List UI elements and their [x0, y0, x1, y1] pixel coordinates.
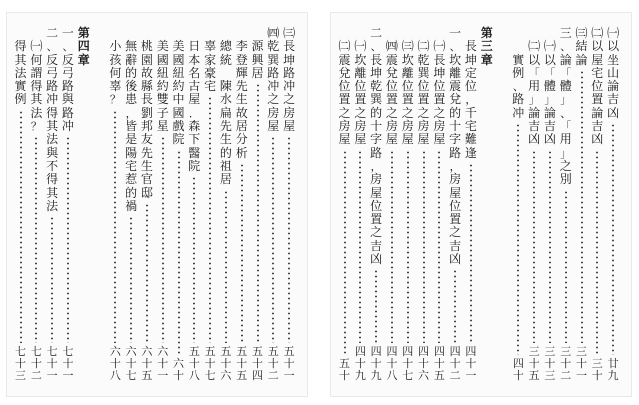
toc-entry [44, 27, 60, 382]
toc-entry [510, 27, 526, 382]
toc-entry [400, 27, 416, 382]
leader-dots [517, 123, 519, 355]
toc-entry-text: 二 、 長 坤 乾 巽 的 十 字 路 ， 房 屋 位 置 之 吉 凶 [370, 26, 383, 267]
toc-entry [447, 27, 463, 382]
page-number: 七 十 一 [62, 345, 74, 382]
leader-dots [209, 96, 211, 343]
toc-entry-text: 日 本 名 古 屋 ． 森 下 醫 院 [188, 39, 201, 173]
toc-entry-text: ㈡ 震 兌 位 置 之 房 屋 [338, 39, 351, 147]
toc-entry-text: 美 國 紐 約 中 國 戲 院 [172, 39, 185, 147]
leader-dots [130, 216, 132, 343]
chapter-title-text: 第 四 章 [77, 26, 90, 67]
toc-entry [384, 27, 400, 382]
column-gap [495, 27, 511, 382]
toc-entry [574, 27, 590, 382]
right-page [330, 12, 632, 397]
leader-dots [162, 136, 164, 343]
toc-entry-text: ㈠ 以 坐 山 論 吉 凶 [607, 26, 620, 120]
toc-entry [526, 27, 542, 382]
toc-entry-text: 源 興 居 [251, 39, 264, 80]
leader-dots [178, 150, 180, 355]
toc-entry-text: ㈡ 以 「 用 」 論 吉 凶 [528, 39, 541, 147]
leader-dots [596, 150, 598, 355]
page-number: 五 十 七 [204, 345, 216, 382]
leader-dots [146, 203, 148, 343]
page-number: 四 十 一 [465, 345, 477, 382]
toc-entry-text: ㈡ 乾 巽 位 置 之 房 屋 [417, 39, 430, 147]
page-number: 六 十 五 [141, 345, 153, 382]
toc-entry [155, 27, 171, 382]
page-number: 三 十 一 [576, 345, 587, 382]
toc-entry-text: 得 其 法 實 例 [14, 39, 27, 107]
toc-entry-text: ㈠ 坎 離 位 置 之 房 屋 [354, 39, 367, 147]
chapter-title [479, 27, 495, 382]
page-number: 四 十 六 [418, 345, 430, 382]
page-number: 廿 九 [607, 357, 619, 382]
toc-entry-text: 三 、 論 「 體 」 、 「 用 」 之 別 [559, 26, 572, 187]
toc-entry [589, 27, 605, 382]
toc-entry [416, 27, 432, 382]
toc-entry [265, 27, 281, 382]
toc-entry-text: 李 登 輝 先 生 故 居 分 析 [235, 39, 248, 160]
leader-dots [549, 150, 551, 343]
toc-entry-text: 辜 家 豪 宅 [204, 39, 217, 94]
page-number: 五 十 [339, 357, 351, 382]
toc-entry-text: 長 坤 定 位 ， 千 宅 難 逢 [464, 39, 477, 160]
page-number: 三 十 [591, 357, 603, 382]
leader-dots [225, 190, 227, 343]
toc-entry [107, 27, 123, 382]
leader-dots [533, 150, 535, 343]
toc-entry-text: ㈢ 結 論 [575, 26, 588, 67]
page-number: 四 十 [512, 357, 524, 382]
leader-dots [407, 150, 409, 343]
page-number: 五 十 八 [188, 345, 200, 382]
leader-dots [272, 136, 274, 343]
page-number: 三 十 五 [528, 345, 540, 382]
toc-entry-text: 實 例 、 路 冲 [512, 52, 525, 120]
toc-entry [605, 27, 621, 382]
toc-entry [202, 27, 218, 382]
page-number: 七 十 二 [30, 345, 42, 382]
leader-dots [35, 136, 37, 343]
leader-dots [423, 150, 425, 343]
page-number: 四 十 七 [402, 345, 414, 382]
toc-entry [218, 27, 234, 382]
toc-entry [13, 27, 29, 382]
page-number: 三 十 三 [544, 345, 556, 382]
toc-entry-text: ㈡ 以 屋 宅 位 置 論 吉 凶 [591, 26, 604, 147]
right-page-columns [338, 26, 621, 382]
page-number: 五 十 二 [267, 345, 279, 382]
leader-dots [612, 123, 614, 355]
toc-entry-text: 無 辭 的 後 患 ， 皆 是 陽 宅 惹 的 禍 [125, 39, 138, 213]
toc-entry-text: ㈣ 震 兌 位 置 之 房 屋 [385, 39, 398, 147]
toc-entry-text: ㈠ 何 謂 得 其 法 ？ [30, 39, 43, 134]
leader-dots [20, 110, 22, 343]
page-number: 四 十 二 [449, 345, 461, 382]
page-number: 五 十 一 [283, 345, 295, 382]
toc-entry-text: 小 孩 何 辜 ？ [109, 39, 122, 107]
leader-dots [391, 150, 393, 343]
toc-entry [431, 27, 447, 382]
toc-entry-text: ㈢ 長 坤 路 冲 之 房 屋 [283, 26, 296, 134]
toc-entry-text: ㈢ 坎 離 位 置 之 房 屋 [401, 39, 414, 147]
toc-entry [368, 27, 384, 382]
column-gap [92, 27, 108, 382]
toc-entry [171, 27, 187, 382]
toc-entry [139, 27, 155, 382]
leader-dots [241, 163, 243, 343]
chapter-title-text: 第 三 章 [480, 26, 493, 67]
page-number: 五 十 五 [236, 345, 248, 382]
toc-entry [186, 27, 202, 382]
toc-entry-text: 美 國 紐 約 雙 子 星 [156, 39, 169, 134]
leader-dots [67, 136, 69, 343]
leader-dots [193, 176, 195, 343]
toc-entry-text: ㈣ 乾 巽 路 冲 之 房 屋 [267, 26, 280, 134]
toc-entry [60, 27, 76, 382]
left-page [6, 12, 308, 397]
toc-entry [558, 27, 574, 382]
toc-entry-text: 總 統 陳 水 扁 先 生 的 祖 居 [219, 39, 232, 187]
toc-entry [463, 27, 479, 382]
toc-entry [337, 27, 353, 382]
toc-entry-text: ㈠ 以 「 體 」 論 吉 凶 [543, 39, 556, 147]
leader-dots [375, 269, 377, 343]
leader-dots [344, 150, 346, 355]
leader-dots [565, 190, 567, 343]
page-number: 七 十 一 [46, 345, 58, 382]
page-number: 六 十 一 [157, 345, 169, 382]
leader-dots [454, 269, 456, 343]
page-number: 四 十 九 [354, 345, 366, 382]
leader-dots [51, 216, 53, 343]
page-number: 六 十 七 [125, 345, 137, 382]
toc-entry [28, 27, 44, 382]
toc-entry [281, 27, 297, 382]
leader-dots [359, 150, 361, 343]
page-number: 五 十 六 [220, 345, 232, 382]
left-page-columns [14, 26, 297, 382]
leader-dots [581, 70, 583, 343]
page-number: 五 十 四 [252, 345, 263, 382]
leader-dots [288, 136, 290, 343]
chapter-title [76, 27, 92, 382]
toc-entry-text: 一 、 坎 離 震 兌 的 十 字 路 ， 房 屋 位 置 之 吉 凶 [449, 26, 462, 267]
toc-entry-text: 一 、 反 弓 路 與 路 冲 [61, 26, 74, 134]
toc-entry [542, 27, 558, 382]
leader-dots [257, 83, 259, 343]
page-number: 四 十 八 [386, 345, 398, 382]
page-number: 六 十 八 [109, 345, 121, 382]
toc-entry-text: 桃 園 故 縣 長 劉 邦 友 先 生 官 邸 [140, 39, 153, 200]
toc-entry [250, 27, 266, 382]
leader-dots [438, 150, 440, 343]
page-number: 六 十 [173, 357, 185, 382]
page-number: 四 十 九 [370, 345, 382, 382]
toc-entry [352, 27, 368, 382]
leader-dots [114, 110, 116, 343]
toc-entry-text: ㈠ 長 坤 位 置 之 房 屋 [433, 39, 446, 147]
toc-entry-text: 二 、 反 弓 路 冲 得 其 法 與 不 得 其 法 [46, 26, 59, 213]
page-number: 四 十 五 [433, 345, 445, 382]
toc-entry [234, 27, 250, 382]
page-number: 三 十 二 [560, 345, 572, 382]
toc-entry [123, 27, 139, 382]
leader-dots [470, 163, 472, 343]
page-number: 七 十 三 [15, 345, 27, 382]
